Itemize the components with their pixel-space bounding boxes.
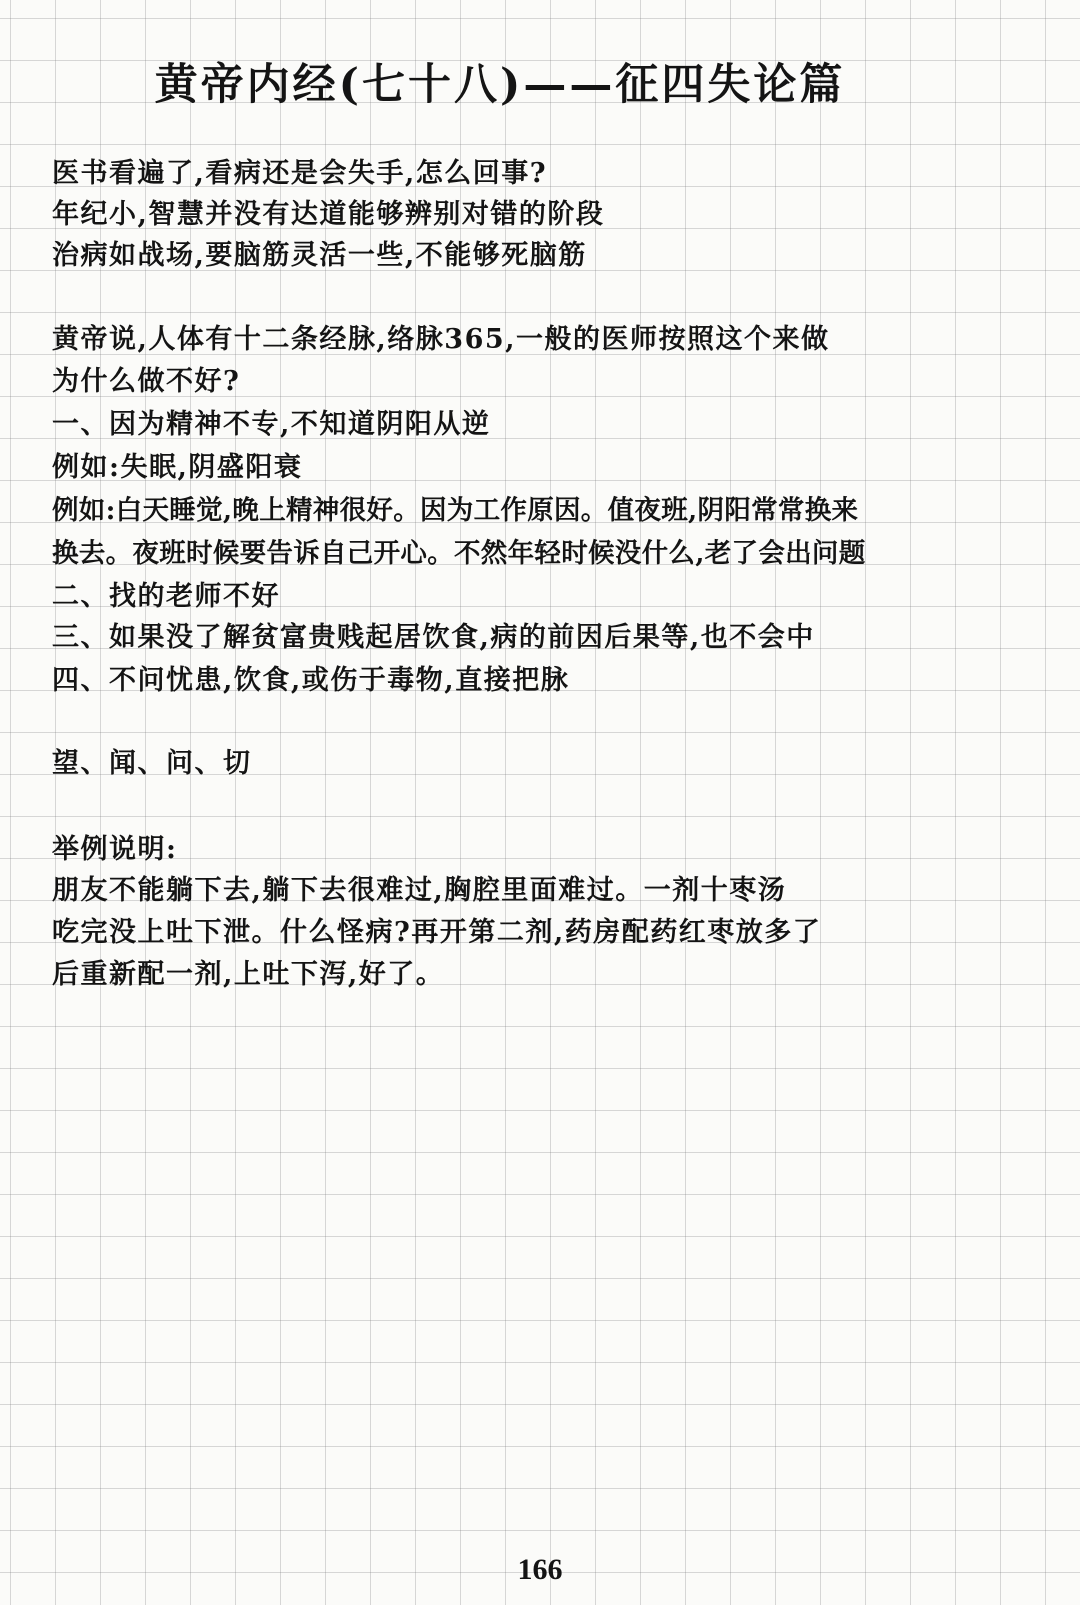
text-line: 二、找的老师不好 xyxy=(52,581,280,612)
text-line: 三、如果没了解贫富贵贱起居饮食,病的前因后果等,也不会中 xyxy=(52,622,815,653)
text-line: 例如:失眠,阴盛阳衰 xyxy=(52,452,303,483)
page-title: 黄帝内经(七十八)——征四失论篇 xyxy=(154,60,846,110)
text-line: 年纪小,智慧并没有达道能够辨别对错的阶段 xyxy=(52,199,605,230)
text-line: 换去。夜班时候要告诉自己开心。不然年轻时候没什么,老了会出问题 xyxy=(52,538,866,569)
text-line: 一、因为精神不专,不知道阴阳从逆 xyxy=(52,409,491,440)
text-line: 举例说明: xyxy=(52,834,178,865)
text-line: 望、闻、问、切 xyxy=(52,748,252,779)
text-line: 治病如战场,要脑筋灵活一些,不能够死脑筋 xyxy=(52,240,587,271)
text-line: 吃完没上吐下泄。什么怪病?再开第二剂,药房配药红枣放多了 xyxy=(52,917,822,948)
text-line: 为什么做不好? xyxy=(52,366,241,397)
text-line: 例如:白天睡觉,晚上精神很好。因为工作原因。值夜班,阴阳常常换来 xyxy=(52,495,859,526)
text-line: 朋友不能躺下去,躺下去很难过,胸腔里面难过。一剂十枣汤 xyxy=(52,875,787,906)
text-line: 四、不问忧患,饮食,或伤于毒物,直接把脉 xyxy=(52,665,570,696)
page-number: 166 xyxy=(517,1553,563,1586)
text-line: 黄帝说,人体有十二条经脉,络脉365,一般的医师按照这个来做 xyxy=(52,324,830,355)
text-line: 医书看遍了,看病还是会失手,怎么回事? xyxy=(52,158,548,189)
text-line: 后重新配一剂,上吐下泻,好了。 xyxy=(52,959,445,990)
